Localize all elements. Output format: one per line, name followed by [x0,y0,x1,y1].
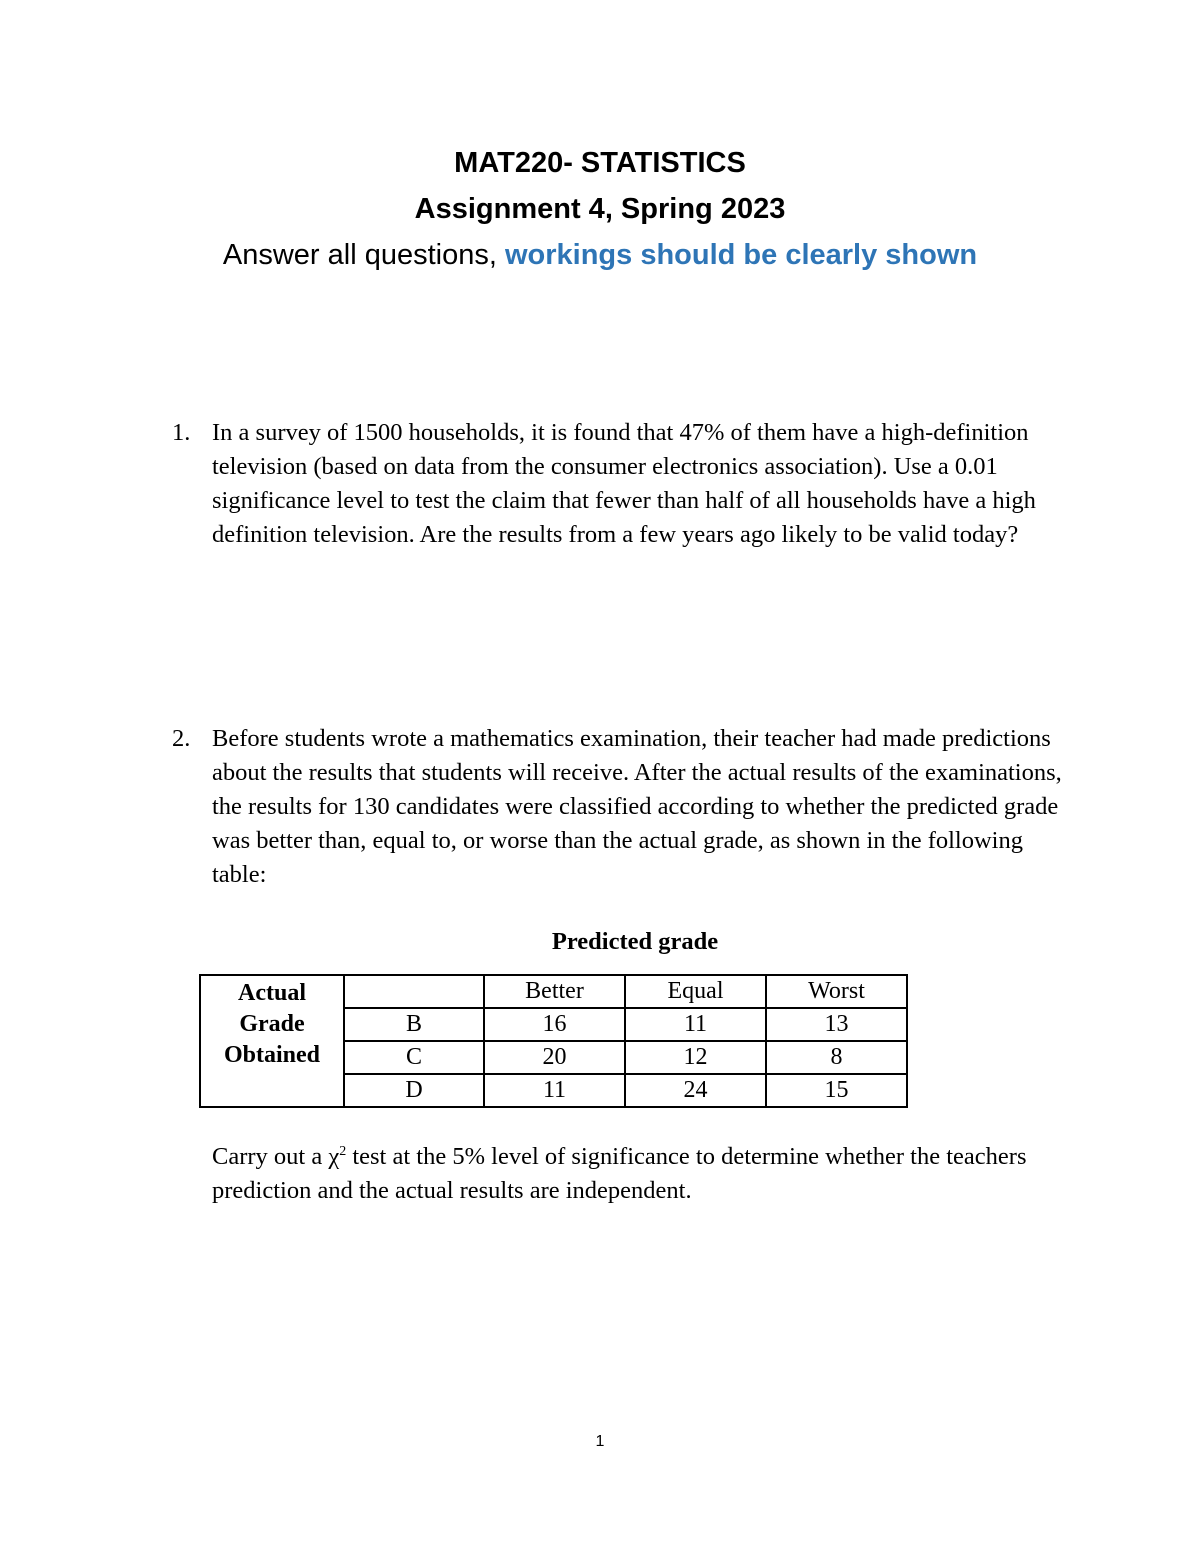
table-cell: 20 [484,1041,625,1074]
row-header-cell [200,975,344,1107]
table-header-row [200,975,907,1008]
question-number: 2. [172,725,191,752]
table-cell: 16 [484,1008,625,1041]
table-title: Predicted grade [551,928,719,955]
assignment-title: Assignment 4, Spring 2023 [414,193,786,225]
row-label: B [344,1008,484,1041]
document-header [0,140,1200,278]
question-2-followup [212,1140,1072,1208]
row-header-line: Actual [238,980,306,1006]
question-text: Before students wrote a mathematics examination, their teacher had made predictions about the results that students will receive. After the actual results of the examinations, the results for 130 candidates were classified according to whether the predicted grade was better than, equal to, or worse than the actual grade, as shown in the following table: [212,725,1062,888]
row-header-line: Grade [239,1011,305,1037]
row-label: D [344,1074,484,1107]
question-text: In a survey of 1500 households, it is found that 47% of them have a high-definition television (based on data from the consumer electronics association). Use a 0.01 significance level to test the claim that fewer than half of all households have a high definition television. Are the results from a few years ago likely to be valid today? [212,419,1036,548]
question-number: 1. [172,419,191,446]
page-number: 1 [595,1433,605,1450]
table-cell: 15 [766,1074,907,1107]
table-cell: 11 [625,1008,766,1041]
row-header-line: Obtained [223,1042,321,1068]
chi-square-exponent: 2 [339,1144,347,1159]
row-label: C [344,1041,484,1074]
grades-table [199,974,908,1108]
column-header: Better [484,975,625,1008]
column-header: Worst [766,975,907,1008]
table-cell: 12 [625,1041,766,1074]
question-2 [172,722,1072,892]
table-cell: 13 [766,1008,907,1041]
question-1 [172,416,1072,552]
instructions-emphasis: workings should be clearly shown [504,239,978,271]
table-cell: 24 [625,1074,766,1107]
corner-cell [344,975,484,1008]
instructions-plain: Answer all questions, [222,239,505,271]
column-header: Equal [625,975,766,1008]
table-cell: 8 [766,1041,907,1074]
followup-text-after: test at the 5% level of significance to determine whether the teachers prediction and the actual results are independent. [212,1143,1027,1204]
table-cell: 11 [484,1074,625,1107]
followup-text-before: Carry out a χ [212,1143,340,1170]
instructions [0,232,1200,278]
course-title: MAT220- STATISTICS [454,147,746,179]
